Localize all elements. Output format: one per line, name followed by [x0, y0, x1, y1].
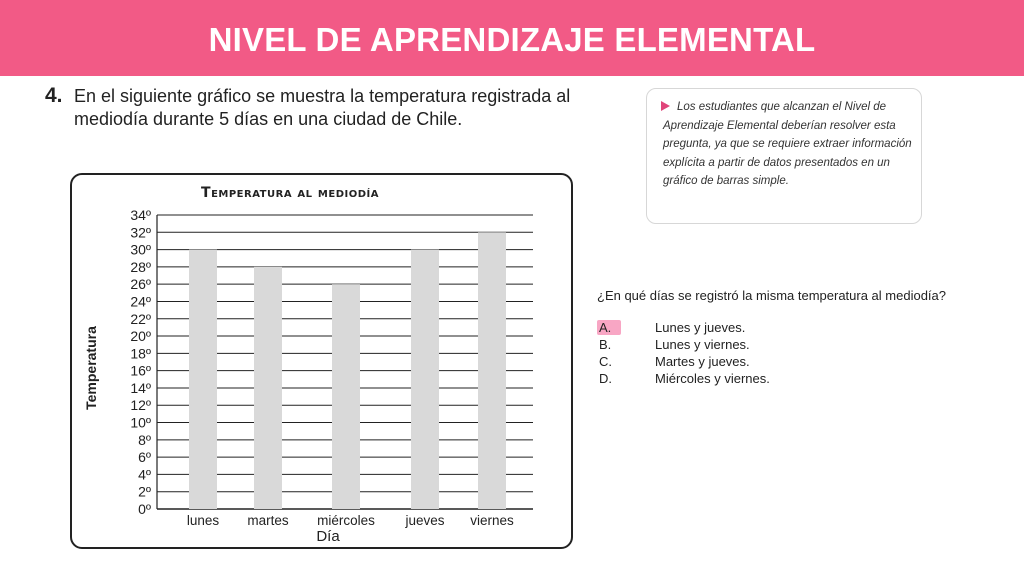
x-tick-label-martes: martes — [247, 513, 289, 528]
option-c-letter: C. — [599, 354, 612, 369]
option-d-letter: D. — [599, 371, 612, 386]
x-tick-label-jueves: jueves — [405, 513, 445, 528]
question-prompt: ¿En qué días se registró la misma temperatura al mediodía? — [597, 288, 947, 303]
option-d-text: Miércoles y viernes. — [655, 371, 770, 386]
bar-chart — [70, 173, 573, 549]
question-text: En el siguiente gráfico se muestra la temperatura registrada al mediodía durante 5 días en una ciudad de Chile. — [74, 86, 571, 129]
y-tick-label-0: 0º — [138, 501, 151, 517]
y-tick-label-22: 22º — [130, 310, 151, 327]
teacher-note-text: Los estudiantes que alcanzan el Nivel de Aprendizaje Elemental deberían resolver esta pregunta, ya que se requiere extraer información explícita a partir de datos presentados en un gráfico de barras simple. — [663, 101, 912, 187]
bar-jueves — [411, 250, 439, 509]
option-a-letter: A. — [597, 320, 621, 335]
y-tick-label-32: 32º — [130, 224, 151, 241]
option-b-text: Lunes y viernes. — [655, 337, 750, 352]
y-axis-label: Temperatura — [83, 326, 99, 410]
y-tick-label-8: 8º — [138, 431, 151, 448]
y-tick-label-10: 10º — [130, 414, 151, 431]
y-tick-label-24: 24º — [130, 293, 151, 310]
y-tick-label-28: 28º — [130, 258, 151, 275]
y-tick-label-12: 12º — [130, 397, 151, 414]
page-title: NIVEL DE APRENDIZAJE ELEMENTAL — [208, 21, 816, 58]
x-tick-label-viernes: viernes — [470, 513, 514, 528]
chart-title: Temperatura al mediodía — [201, 185, 379, 201]
y-tick-label-18: 18º — [130, 345, 151, 362]
y-tick-label-4: 4º — [138, 466, 151, 483]
y-tick-label-20: 20º — [130, 328, 151, 345]
x-axis-label: Día — [316, 528, 340, 545]
bar-martes — [254, 267, 282, 509]
bar-lunes — [189, 250, 217, 509]
option-b-letter: B. — [599, 337, 612, 352]
y-tick-label-16: 16º — [130, 362, 151, 379]
option-c-text: Martes y jueves. — [655, 354, 750, 369]
question-number: 4. — [45, 84, 63, 107]
option-a-text: Lunes y jueves. — [655, 320, 746, 335]
y-tick-label-26: 26º — [130, 276, 151, 293]
y-tick-label-6: 6º — [138, 449, 151, 466]
bar-miércoles — [332, 284, 360, 509]
y-tick-label-34: 34º — [130, 207, 151, 223]
x-tick-label-lunes: lunes — [186, 513, 220, 528]
y-tick-label-2: 2º — [138, 483, 151, 500]
x-tick-label-miércoles: miércoles — [317, 513, 375, 528]
y-tick-label-14: 14º — [130, 379, 151, 396]
y-tick-label-30: 30º — [130, 241, 151, 258]
bar-viernes — [478, 232, 506, 509]
